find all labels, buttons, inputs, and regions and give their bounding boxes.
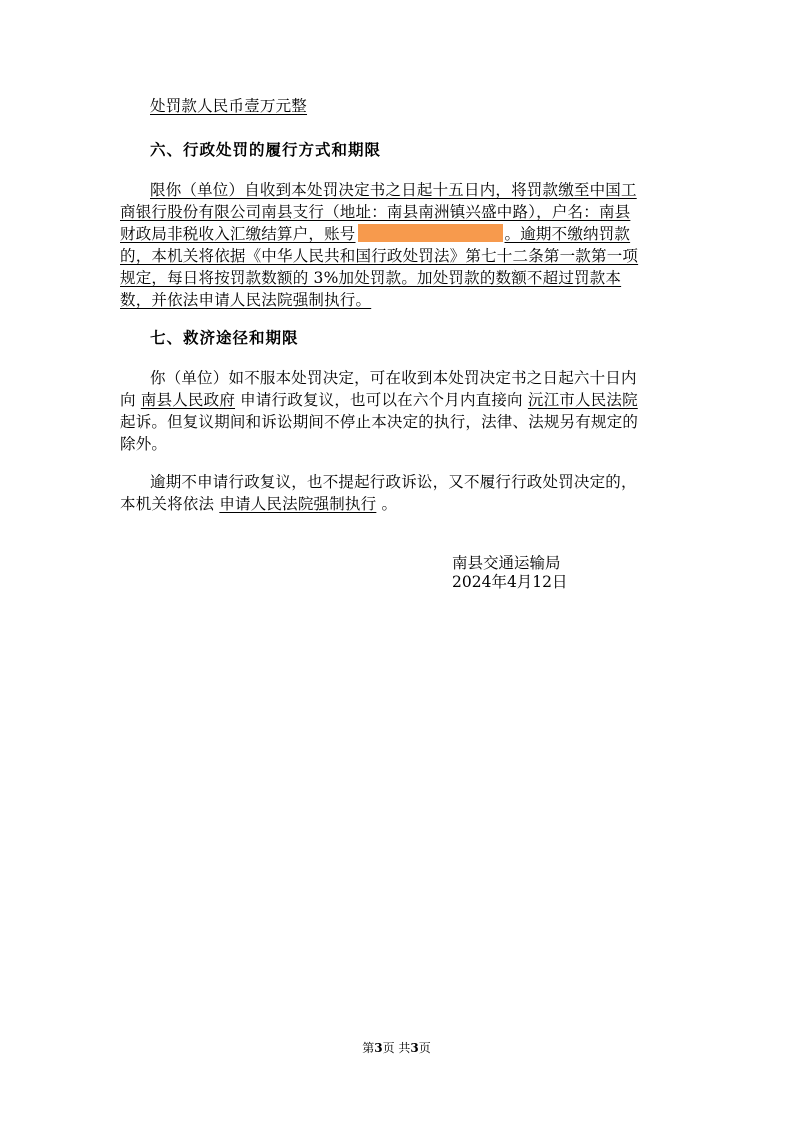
text-segment: 。 (376, 495, 398, 513)
section-6-line-2: 商银行股份有限公司南县支行（地址：南县南洲镇兴盛中路），户名：南县 (120, 203, 631, 221)
section-7-p1-line-2 (120, 388, 680, 412)
section-7-p1-line-4: 除外。 (120, 435, 168, 453)
overdue-text: 。逾期不缴纳罚款 (504, 225, 631, 243)
court-name: 沅江市人民法院 (527, 391, 638, 409)
section-7-p2-line-2 (120, 492, 680, 516)
footer-text: 第 (362, 1041, 375, 1055)
enforcement-text: 申请人民法院强制执行 (219, 495, 377, 513)
review-authority: 南县人民政府 (140, 391, 236, 409)
text-segment: 本机关将依法 (120, 495, 220, 513)
footer-text: 页 (418, 1041, 431, 1055)
text-segment: 向 (120, 391, 141, 409)
section-7-p2-line-1: 逾期不申请行政复议，也不提起行政诉讼，又不履行行政处罚决定的， (150, 473, 637, 491)
current-page-number: 3 (374, 1041, 383, 1055)
section-6-line-4: 的，本机关将依据《中华人民共和国行政处罚法》第七十二条第一款第一项 (120, 247, 639, 265)
section-6-line-5: 规定，每日将按罚款数额的 3%加处罚款。加处罚款的数额不超过罚款本 (120, 269, 622, 287)
penalty-amount: 处罚款人民币壹万元整 (150, 97, 308, 115)
total-page-count: 3 (410, 1041, 419, 1055)
account-label: 财政局非税收入汇缴结算户，账号 (120, 225, 356, 243)
signature-date: 2024年4月12日 (452, 573, 568, 591)
section-6-line-1: 限你（单位）自收到本处罚决定书之日起十五日内，将罚款缴至中国工 (150, 181, 637, 199)
section-7-p1-line-3: 起诉。但复议期间和诉讼期间不停止本决定的执行，法律、法规另有规定的 (120, 413, 639, 431)
section-6-line-3 (120, 222, 680, 246)
section-7-p1-line-1: 你（单位）如不服本处罚决定，可在收到本处罚决定书之日起六十日内 (150, 369, 637, 387)
section-7-heading: 七、救济途径和期限 (150, 328, 299, 347)
page-footer (0, 1040, 793, 1056)
section-6-heading: 六、行政处罚的履行方式和期限 (150, 140, 382, 159)
redacted-account-number (358, 224, 503, 242)
footer-text: 页 共 (382, 1041, 411, 1055)
signature-org: 南县交通运输局 (452, 554, 561, 572)
section-6-line-6: 数，并依法申请人民法院强制执行。 (120, 291, 372, 309)
text-segment: 申请行政复议，也可以在六个月内直接向 (235, 391, 528, 409)
